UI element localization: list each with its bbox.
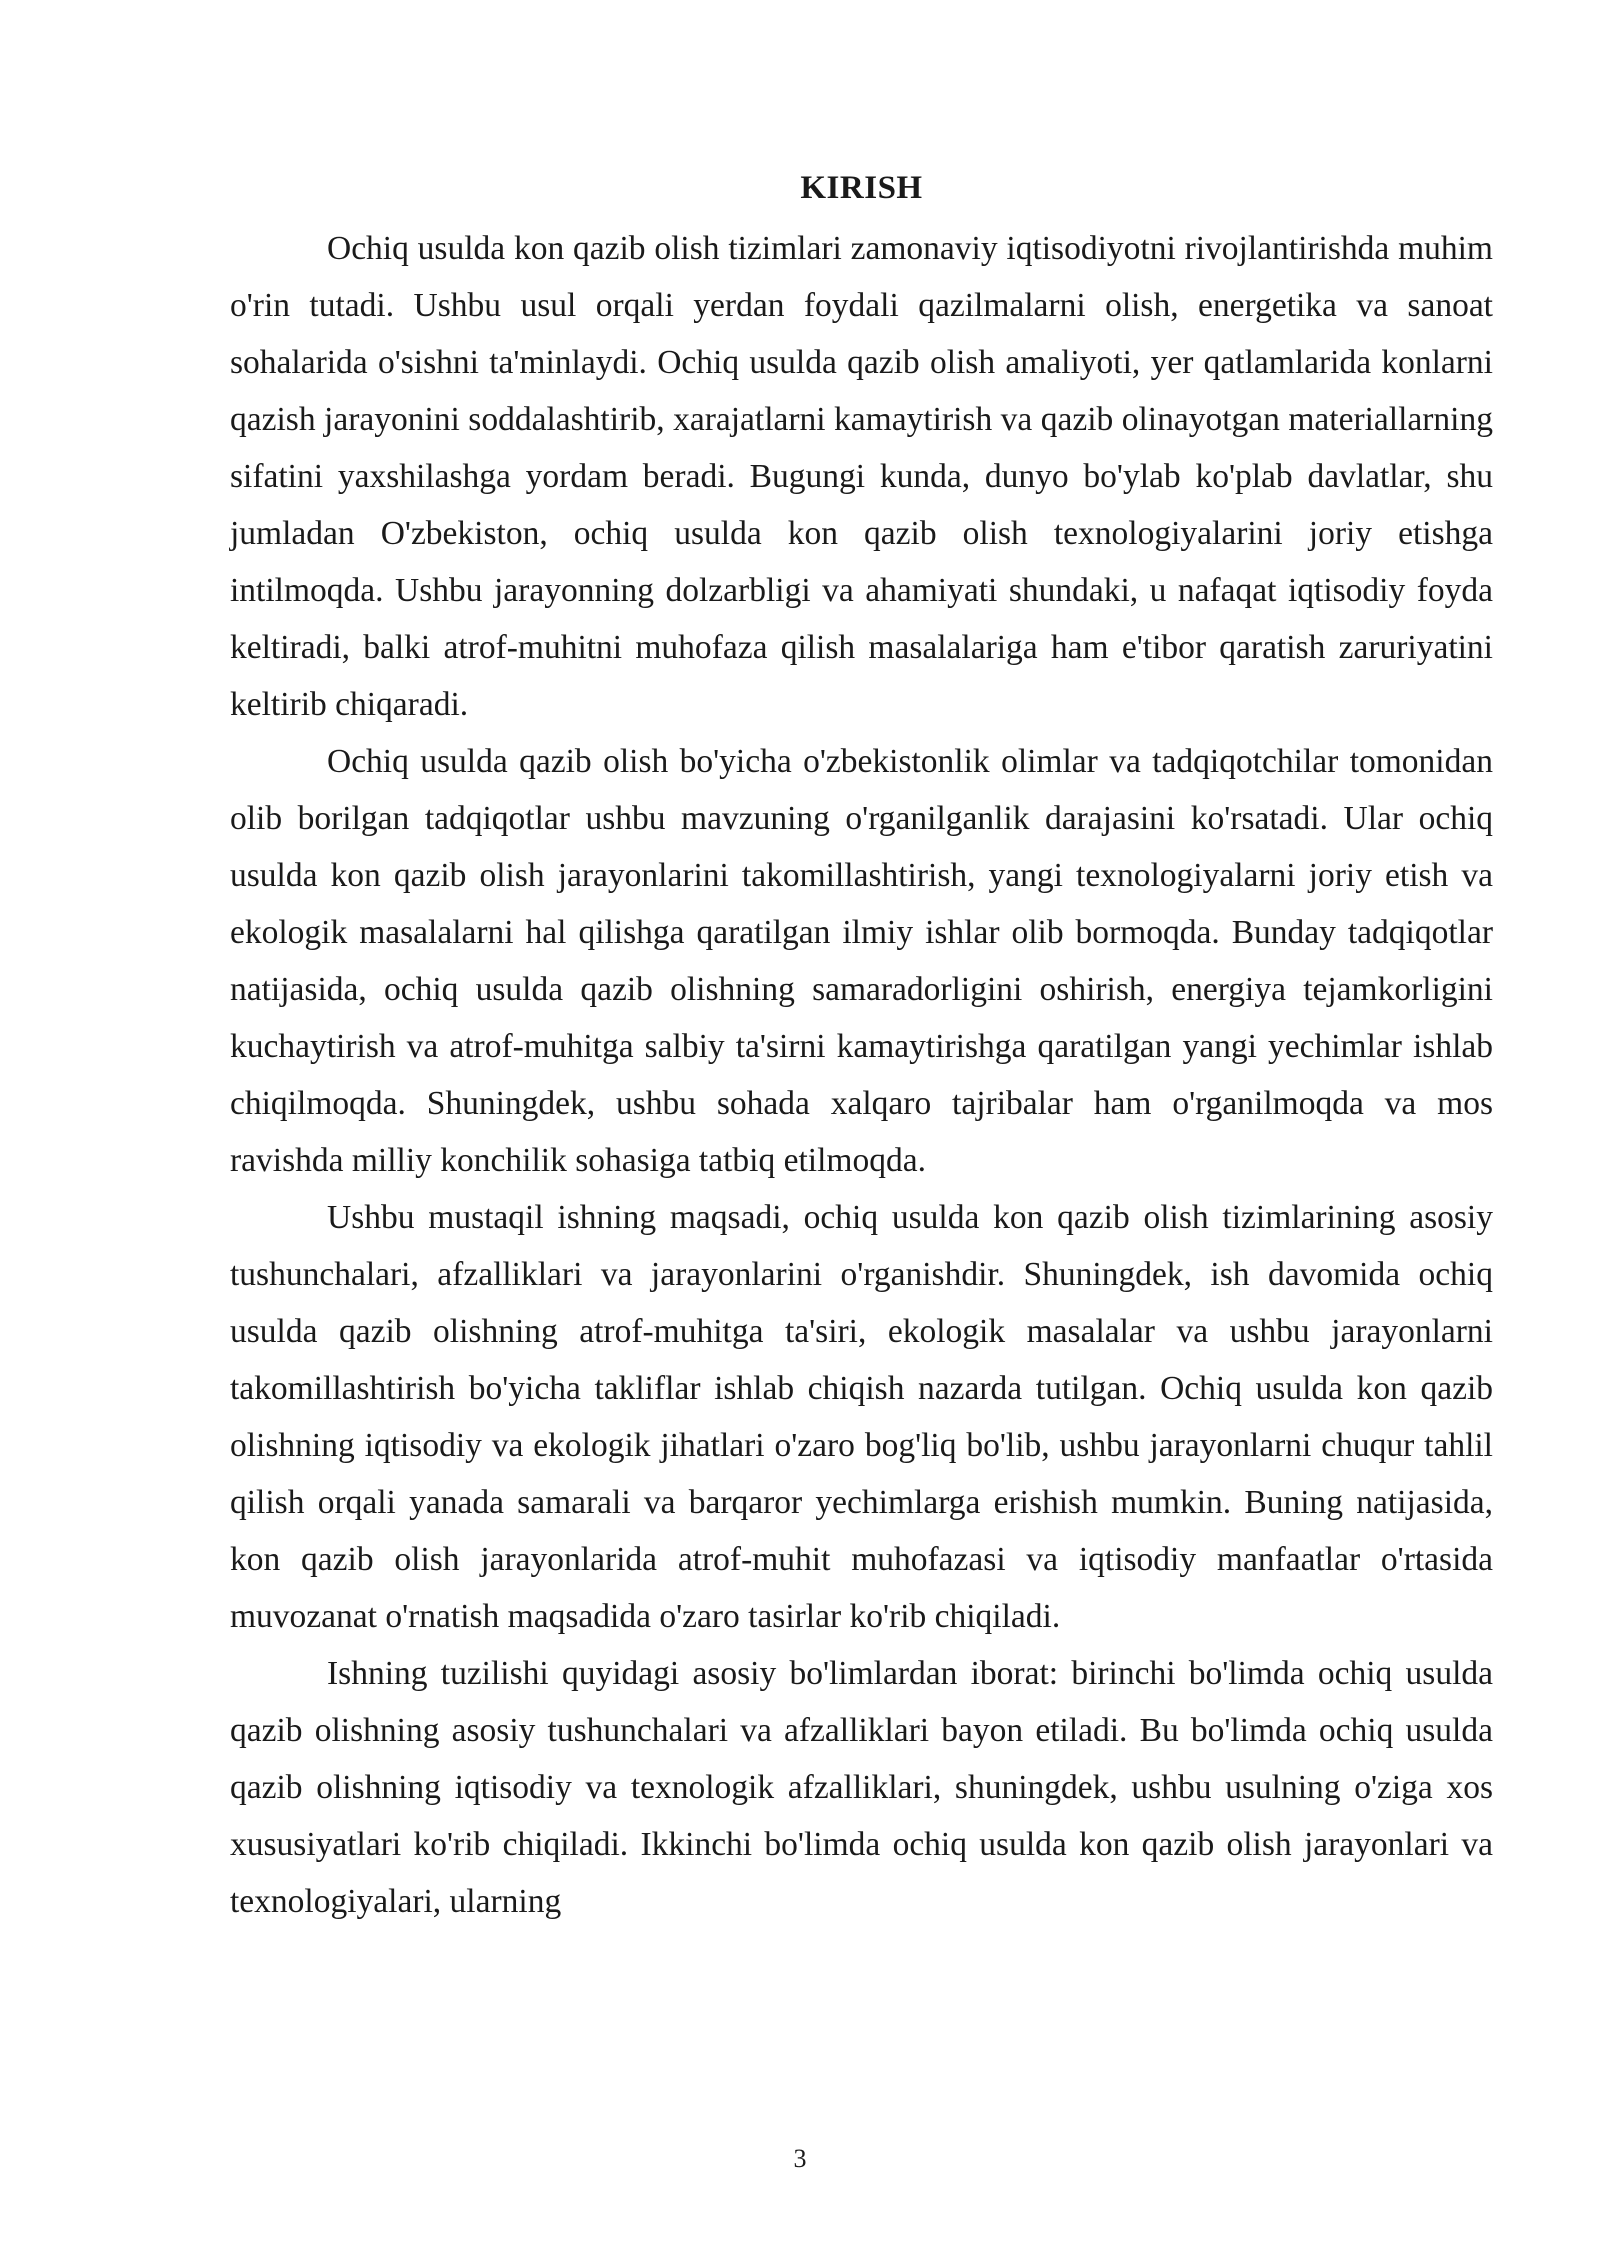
paragraph-research: Ochiq usulda qazib olish bo'yicha o'zbekistonlik olimlar va tadqiqotchilar tomonidan olib borilgan tadqiqotlar ushbu mavzuning o'rganilganlik darajasini ko'rsatadi. Ular ochiq usulda kon qazib olish jarayonlarini takomillashtirish, yangi texnologiyalarni joriy etish va ekologik masalalarni hal qilishga qaratilgan ilmiy ishlar olib bormoqda. Bunday tadqiqotlar natijasida, ochiq usulda qazib olishning samaradorligini oshirish, energiya tejamkorligini kuchaytirish va atrof-muhitga salbiy ta'sirni kamaytirishga qaratilgan yangi yechimlar ishlab chiqilmoqda. Shuningdek, ushbu sohada xalqaro tajribalar ham o'rganilmoqda va mos ravishda milliy konchilik sohasiga tatbiq etilmoqda. xyxy=(230,743,1493,1179)
paragraph-goal: Ushbu mustaqil ishning maqsadi, ochiq usulda kon qazib olish tizimlarining asosiy tushunchalari, afzalliklari va jarayonlarini o'rganishdir. Shuningdek, ish davomida ochiq usulda qazib olishning atrof-muhitga ta'siri, ekologik masalalar va ushbu jarayonlarni takomillashtirish bo'yicha takliflar ishlab chiqish nazarda tutilgan. Ochiq usulda kon qazib olishning iqtisodiy va ekologik jihatlari o'zaro bog'liq bo'lib, ushbu jarayonlarni chuqur tahlil qilish orqali yanada samarali va barqaror yechimlarga erishish mumkin. Buning natijasida, kon qazib olish jarayonlarida atrof-muhit muhofazasi va iqtisodiy manfaatlar o'rtasida muvozanat o'rnatish maqsadida o'zaro tasirlar ko'rib chiqiladi. xyxy=(230,1199,1493,1635)
document-page xyxy=(230,160,1493,1930)
page-number: 3 xyxy=(793,2144,807,2173)
paragraph-intro: Ochiq usulda kon qazib olish tizimlari zamonaviy iqtisodiyotni rivojlantirishda muhim o'rin tutadi. Ushbu usul orqali yerdan foydali qazilmalarni olish, energetika va sanoat sohalarida o'sishni ta'minlaydi. Ochiq usulda qazib olish amaliyoti, yer qatlamlarida konlarni qazish jarayonini soddalashtirib, xarajatlarni kamaytirish va qazib olinayotgan materiallarning sifatini yaxshilashga yordam beradi. Bugungi kunda, dunyo bo'ylab ko'plab davlatlar, shu jumladan O'zbekiston, ochiq usulda kon qazib olish texnologiyalarini joriy etishga intilmoqda. Ushbu jarayonning dolzarbligi va ahamiyati shundaki, u nafaqat iqtisodiy foyda keltiradi, balki atrof-muhitni muhofaza qilish masalalariga ham e'tibor qaratish zaruriyatini keltirib chiqaradi. xyxy=(230,230,1493,723)
paragraph-structure: Ishning tuzilishi quyidagi asosiy bo'limlardan iborat: birinchi bo'limda ochiq usulda qazib olishning asosiy tushunchalari va afzalliklari bayon etiladi. Bu bo'limda ochiq usulda qazib olishning iqtisodiy va texnologik afzalliklari, shuningdek, ushbu usulning o'ziga xos xususiyatlari ko'rib chiqiladi. Ikkinchi bo'limda ochiq usulda kon qazib olish jarayonlari va texnologiyalari, ularning xyxy=(230,1655,1493,1920)
section-heading: KIRISH xyxy=(800,170,923,206)
